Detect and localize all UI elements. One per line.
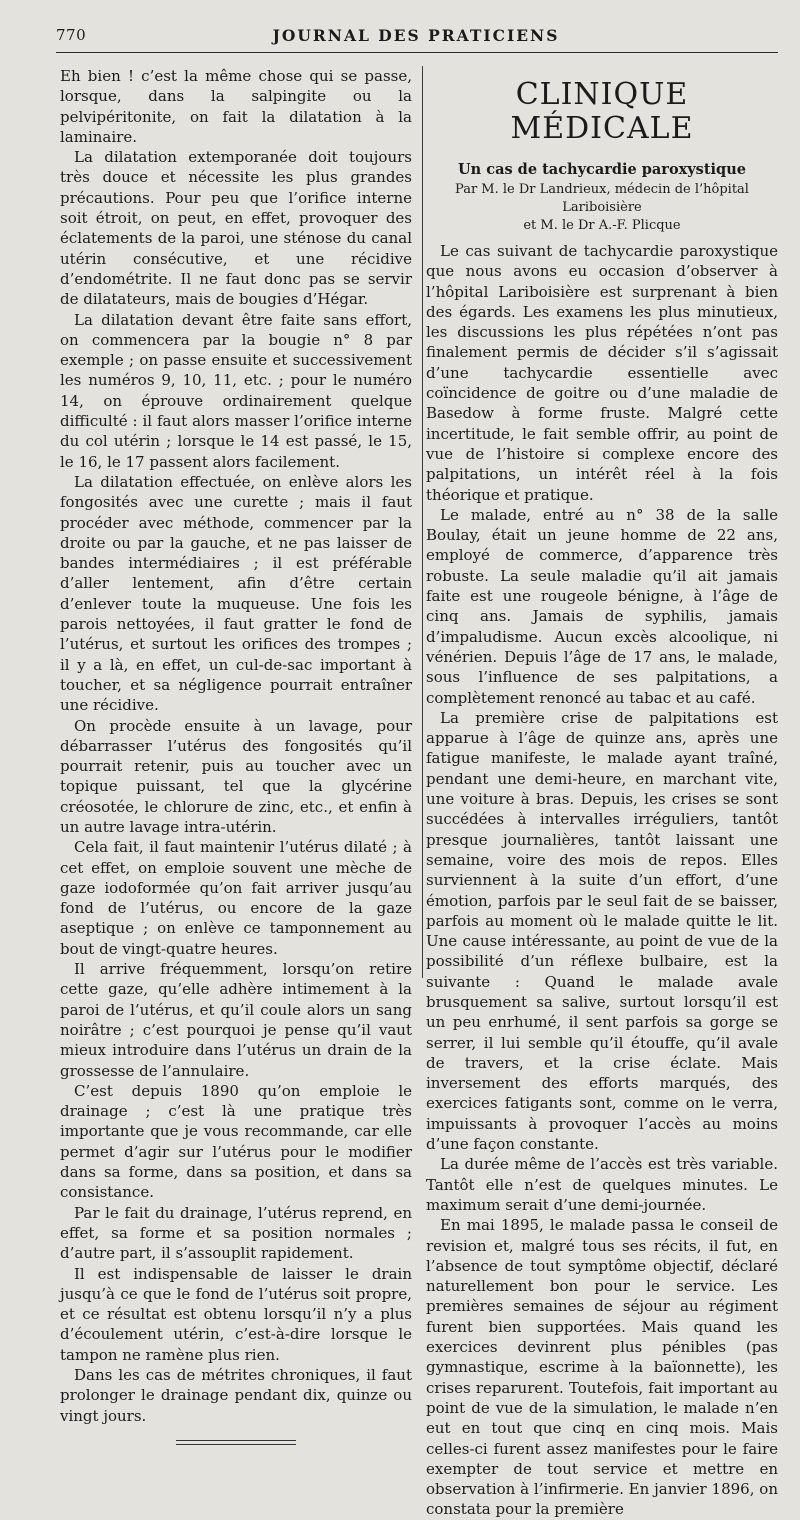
paragraph: On procède ensuite à un lavage, pour débarrasser l’utérus des fongosités qu’il pourrait retenir, puis au toucher avec un topique puissant, tel que la glycérine créosotée, le chlorure de zinc, etc., et enfin à un autre lavage intra-utérin. xyxy=(60,716,412,836)
paragraph: La dilatation effectuée, on enlève alors les fongosités avec une curette ; mais il faut procéder avec méthode, commencer par la droite ou par la gauche, et ne pas laisser de bandes intermédiaires ; il est préférable d’aller lentement, afin d’être certain d’enlever toute la muqueuse. Une fois les parois nettoyées, il faut gratter le fond de l’utérus, et surtout les orifices des trompes ; il y a là, en effet, un cul-de-sac important à toucher, et sa négligence pourrait entraîner une récidive. xyxy=(60,472,412,715)
paragraph: Dans les cas de métrites chroniques, il faut prolonger le drainage pendant dix, quinze ou vingt jours. xyxy=(60,1366,412,1425)
paragraph: Cela fait, il faut maintenir l’utérus dilaté ; à cet effet, on emploie souvent une mèche de gaze iodoformée qu’on fait arriver jusqu’au fond de l’utérus, ou encore de la gaze aseptique ; on enlève ce tamponnement au bout de vingt-quatre heures. xyxy=(60,838,412,958)
section-title: CLINIQUE MÉDICALE xyxy=(510,77,694,146)
paragraph: C’est depuis 1890 qu’on emploie le drainage ; c’est là une pratique très importante que je vous recommande, car elle permet d’agir sur l’utérus pour le modifier dans sa forme, dans sa position, et dans sa consistance. xyxy=(60,1081,412,1202)
paragraph: La durée même de l’accès est très variable. Tantôt elle n’est de quelques minutes. Le maximum serait d’une demi-journée. xyxy=(426,1155,778,1214)
header-rule xyxy=(56,52,778,53)
paragraph: Eh bien ! c’est la même chose qui se passe, lorsque, dans la salpingite ou la pelvipéritonite, on fait la dilatation à la laminaire. xyxy=(60,67,412,146)
paragraph: Il est indispensable de laisser le drain jusqu’à ce que le fond de l’utérus soit propre, et ce résultat est obtenu lorsqu’il n’y a plus d’écoulement utérin, c’est-à-dire lorsque le tampon ne ramène plus rien. xyxy=(60,1264,412,1364)
page-header xyxy=(56,18,776,48)
article-title: Un cas de tachycardie paroxystique xyxy=(458,161,746,178)
running-head: JOURNAL DES PRATICIENS xyxy=(272,26,560,45)
end-of-article-rule xyxy=(176,1440,296,1445)
paragraph: Il arrive fréquemment, lorsqu’on retire cette gaze, qu’elle adhère intimement à la paroi de l’utérus, et qu’il coule alors un sang noirâtre ; c’est pourquoi je pense qu’il vaut mieux introduire dans l’utérus un drain de la grossesse de l’annulaire. xyxy=(60,960,412,1080)
paragraph: La première crise de palpitations est apparue à l’âge de quinze ans, après une fatigue manifeste, le malade ayant traîné, pendant une demi-heure, en marchant vite, une voiture à bras. Depuis, les crises se sont succédées à intervalles irréguliers, tantôt presque journalières, tantôt laissant une semaine, voire des mois de repos. Elles surviennent à la suite d’un effort, d’une émotion, parfois par le seul fait de se baisser, parfois au moment où le malade quitte le lit. Une cause intéressante, au point de vue de la possibilité d’un réflexe bulbaire, est la suivante : Quand le malade avale brusquement sa salive, surtout lorsqu’il est un peu enrhumé, il sent parfois sa gorge se serrer, il lui semble qu’il étouffe, qu’il avale de travers, et la crise éclate. Mais inversement des efforts marqués, des exercices fatigants sont, comme on le verra, impuissants à provoquer l’accès au moins d’une façon constante. xyxy=(426,708,778,1154)
left-column xyxy=(60,66,412,1445)
byline xyxy=(426,181,778,235)
paragraph: Par le fait du drainage, l’utérus reprend, en effet, sa forme et sa position normales ; d’autre part, il s’assouplit rapidement. xyxy=(60,1203,412,1263)
paragraph: La dilatation extemporanée doit toujours très douce et nécessite les plus grandes précautions. Pour peu que l’orifice interne soit étroit, on peut, en effet, provoquer des éclatements de la paroi, une sténose du canal utérin consécutive, et une récidive d’endométrite. Il ne faut donc pas se servir de dilatateurs, mais de bougies d’Hégar. xyxy=(60,148,412,309)
paragraph: Le malade, entré au n° 38 de la salle Boulay, était un jeune homme de 22 ans, employé de commerce, d’apparence très robuste. La seule maladie qu’il ait jamais faite est une rougeole bénigne, à l’âge de cinq ans. Jamais de syphilis, jamais d’impaludisme. Aucun excès alcoolique, ni vénérien. Depuis l’âge de 17 ans, le malade, sous l’influence de ses palpitations, a complètement renoncé au tabac et au café. xyxy=(426,505,778,707)
byline-line-1: Par M. le Dr Landrieux, médecin de l’hôpital Lariboisière xyxy=(455,182,749,215)
byline-line-2: et M. le Dr A.-F. Plicque xyxy=(523,218,681,233)
right-column xyxy=(426,66,778,1520)
paragraph: En mai 1895, le malade passa le conseil de revision et, malgré tous ses récits, il fut, en l’absence de tout symptôme objectif, déclaré naturellement bon pour le service. Les premières semaines de séjour au régiment furent bien supportées. Mais quand les exercices devinrent plus pénibles (pas gymnastique, escrime à la baïonnette), les crises reparurent. Toutefois, fait important au point de vue de la simulation, le malade n’en eut en tout que cinq en cinq mois. Mais celles-ci furent assez manifestes pour le faire exempter de tout service et mettre en observation à l’infirmerie. En janvier 1896, on constata pour la première xyxy=(426,1216,778,1519)
page-number: 770 xyxy=(56,26,87,44)
paragraph: La dilatation devant être faite sans effort, on commencera par la bougie n° 8 par exemple ; on passe ensuite et successivement les numéros 9, 10, 11, etc. ; pour le numéro 14, on éprouve ordinairement quelque difficulté : il faut alors masser l’orifice interne du col utérin ; lorsque le 14 est passé, le 15, le 16, le 17 passent alors facilement. xyxy=(60,310,412,471)
paragraph: Le cas suivant de tachycardie paroxystique que nous avons eu occasion d’observer à l’hôpital Lariboisière est surprenant à bien des égards. Les examens les plus minutieux, les discussions les plus répétées n’ont pas finalement permis de décider s’il s’agissait d’une tachycardie essentielle avec coïncidence de goitre ou d’une maladie de Basedow à forme fruste. Malgré cette incertitude, le fait semble offrir, au point de vue de l’histoire si complexe encore des palpitations, un intérêt réel à la fois théorique et pratique. xyxy=(426,242,778,504)
column-divider xyxy=(422,66,423,978)
